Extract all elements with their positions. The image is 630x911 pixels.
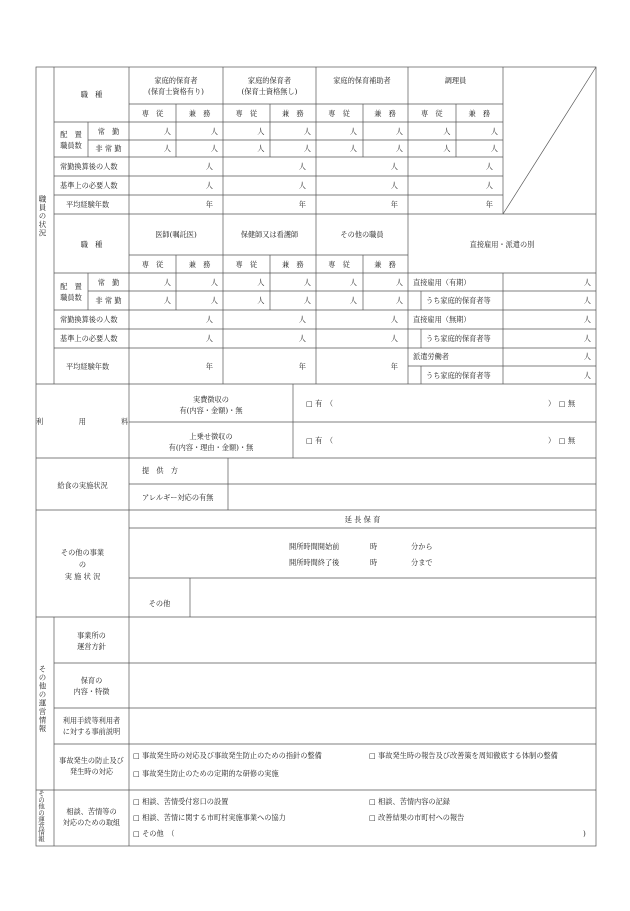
person-unit: 人 [443, 144, 451, 153]
year-unit: 年 [205, 362, 213, 371]
person-unit: 人 [490, 127, 498, 136]
accident-label: 事故発生の防止及び 発生時の対応 [59, 756, 124, 776]
regular-label-2: 常 勤 [97, 278, 120, 287]
extra-yes-checkbox[interactable]: □ 有 （ [306, 436, 334, 445]
person-unit: 人 [349, 278, 357, 287]
complaint-item-1[interactable]: □ 相談、苦情受付窓口の設置 [133, 797, 229, 806]
part-time-label: 兼 務 [281, 260, 304, 269]
year-unit: 年 [298, 362, 306, 371]
person-unit: 人 [257, 144, 265, 153]
employment-row-label: うち家庭的保育者等 [426, 371, 491, 380]
person-unit: 人 [257, 278, 265, 287]
part-time-label: 兼 務 [468, 109, 491, 118]
actual-no-checkbox[interactable]: ） □ 無 [548, 399, 576, 408]
avg-years-label-2: 平均経験年数 [66, 362, 110, 371]
extended-care-label: 延 長 保 育 [344, 515, 381, 524]
person-unit: 人 [443, 127, 451, 136]
year-unit: 年 [390, 200, 398, 209]
person-unit: 人 [583, 334, 591, 343]
person-unit: 人 [205, 315, 213, 324]
person-unit: 人 [583, 352, 591, 361]
person-unit: 人 [205, 334, 213, 343]
staff2-col-0: 医師(嘱託医) [155, 230, 197, 239]
avg-years-label: 平均経験年数 [66, 200, 110, 209]
accident-item-2[interactable]: □ 事故発生時の報告及び改善策を周知徹底する体制の整備 [369, 751, 558, 760]
year-unit: 年 [205, 200, 213, 209]
person-unit: 人 [210, 278, 218, 287]
person-unit: 人 [490, 144, 498, 153]
person-unit: 人 [298, 315, 306, 324]
hour-2: 時 [370, 558, 378, 567]
person-unit: 人 [390, 315, 398, 324]
close-after-label: 開所時間終了後 [289, 558, 340, 567]
complaint-close-paren: ) [583, 829, 586, 838]
complaint-label: 相談、苦情等の 対応のための取組 [62, 807, 121, 827]
staff1-col-2: 家庭的保育補助者 [333, 76, 391, 85]
staff1-col-1: 家庭的保育者 (保育士資格無し) [241, 76, 298, 96]
year-unit: 年 [485, 200, 493, 209]
nonregular-label-2: 非 常 勤 [95, 296, 122, 305]
allergy-label: アレルギー対応の有無 [142, 493, 214, 502]
staff2-col-1: 保健師又は看護師 [240, 230, 299, 239]
role-header: 職 種 [80, 90, 103, 99]
staff2-col-2: その他の職員 [340, 230, 384, 239]
regular-label: 常 勤 [97, 127, 120, 136]
full-time-label: 専 従 [141, 109, 164, 118]
full-time-label: 専 従 [328, 260, 350, 269]
part-time-label: 兼 務 [374, 260, 396, 269]
employment-row-label: 直接雇用（有期） [413, 278, 471, 287]
fte-label: 常勤換算後の人数 [60, 162, 118, 171]
complaint-item-3[interactable]: □ 相談、苦情に関する市町村実施事業への協力 [133, 813, 286, 822]
explanation-label: 利用手続等利用者 に対する事前説明 [62, 716, 121, 736]
actual-yes-checkbox[interactable]: □ 有 （ [306, 399, 334, 408]
complaint-item-4[interactable]: □ 改善結果の市町村への報告 [369, 813, 465, 822]
person-unit: 人 [257, 127, 265, 136]
staff-section-label: 職員の状況 [38, 195, 47, 238]
full-time-label: 専 従 [328, 109, 350, 118]
person-unit: 人 [583, 296, 591, 305]
person-unit: 人 [257, 296, 265, 305]
person-unit: 人 [485, 162, 493, 171]
direct-dispatch-header: 直接雇用・派遣の別 [469, 240, 535, 249]
staff1-col-3: 調理員 [444, 76, 467, 85]
person-unit: 人 [163, 296, 171, 305]
employment-row-label: うち家庭的保育者等 [426, 334, 491, 343]
operations-section-label: その他の運営情報 [38, 665, 47, 733]
person-unit: 人 [390, 181, 398, 190]
other-business-label: その他の事業 の 実 施 状 況 [60, 548, 105, 581]
open-before-label: 開所時間開始前 [289, 542, 340, 551]
extra-charge-label: 上乗せ徴収の 有(内容・理由・金額)・無 [168, 432, 254, 452]
person-unit: 人 [395, 278, 403, 287]
placement-label-2: 配 置 職員数 [60, 282, 82, 302]
from-label: 分から [411, 542, 433, 551]
required-label-2: 基準上の必要人数 [60, 334, 118, 343]
person-unit: 人 [205, 181, 213, 190]
until-label: 分まで [411, 558, 433, 567]
staff1-col-0: 家庭的保育者 (保育士資格有り) [148, 76, 204, 96]
hour-1: 時 [370, 542, 378, 551]
person-unit: 人 [210, 296, 218, 305]
part-time-label: 兼 務 [188, 260, 211, 269]
person-unit: 人 [349, 127, 357, 136]
person-unit: 人 [583, 371, 591, 380]
person-unit: 人 [395, 296, 403, 305]
person-unit: 人 [298, 334, 306, 343]
operations-section-label-2: その他の運営情報 [37, 790, 45, 842]
features-label: 保育の 内容・特徴 [73, 676, 110, 696]
complaint-item-5[interactable]: □ その他 （ [133, 829, 175, 838]
other-label: その他 [148, 599, 171, 608]
person-unit: 人 [163, 144, 171, 153]
person-unit: 人 [390, 162, 398, 171]
person-unit: 人 [205, 162, 213, 171]
meal-provider-label: 提 供 方 [142, 466, 178, 475]
person-unit: 人 [303, 278, 311, 287]
meal-label: 給食の実施状況 [57, 481, 108, 490]
person-unit: 人 [303, 144, 311, 153]
person-unit: 人 [395, 127, 403, 136]
person-unit: 人 [298, 181, 306, 190]
required-label: 基準上の必要人数 [60, 181, 118, 190]
part-time-label: 兼 務 [188, 109, 211, 118]
full-time-label: 専 従 [420, 109, 443, 118]
person-unit: 人 [395, 144, 403, 153]
nonregular-label: 非 常 勤 [95, 144, 122, 153]
person-unit: 人 [303, 127, 311, 136]
person-unit: 人 [210, 144, 218, 153]
employment-row-label: 直接雇用（無期） [413, 315, 471, 324]
person-unit: 人 [485, 181, 493, 190]
person-unit: 人 [390, 334, 398, 343]
placement-label: 配 置 職員数 [60, 130, 82, 150]
person-unit: 人 [163, 127, 171, 136]
full-time-label: 専 従 [235, 260, 258, 269]
person-unit: 人 [583, 315, 591, 324]
accident-item-1[interactable]: □ 事故発生時の対応及び事故発生防止のための指針の整備 [133, 751, 322, 760]
person-unit: 人 [303, 296, 311, 305]
policy-label: 事業所の 運営方針 [77, 631, 106, 651]
role-header-2: 職 種 [80, 240, 103, 249]
part-time-label: 兼 務 [281, 109, 304, 118]
employment-row-label: うち家庭的保育者等 [426, 296, 491, 305]
person-unit: 人 [349, 144, 357, 153]
person-unit: 人 [583, 278, 591, 287]
person-unit: 人 [210, 127, 218, 136]
accident-item-3[interactable]: □ 事故発生防止のための定期的な研修の実施 [133, 769, 279, 778]
part-time-label: 兼 務 [374, 109, 396, 118]
complaint-item-2[interactable]: □ 相談、苦情内容の記録 [369, 797, 450, 806]
full-time-label: 専 従 [235, 109, 258, 118]
person-unit: 人 [349, 296, 357, 305]
person-unit: 人 [163, 278, 171, 287]
employment-row-label: 派遣労働者 [413, 352, 449, 361]
actual-cost-label: 実費徴収の 有(内容・金額)・無 [179, 395, 243, 415]
year-unit: 年 [390, 362, 398, 371]
extra-no-checkbox[interactable]: ） □ 無 [548, 436, 576, 445]
person-unit: 人 [298, 162, 306, 171]
full-time-label: 専 従 [141, 260, 164, 269]
fte-label-2: 常勤換算後の人数 [60, 315, 118, 324]
year-unit: 年 [298, 200, 306, 209]
fee-label: 利 用 料 [36, 417, 136, 426]
